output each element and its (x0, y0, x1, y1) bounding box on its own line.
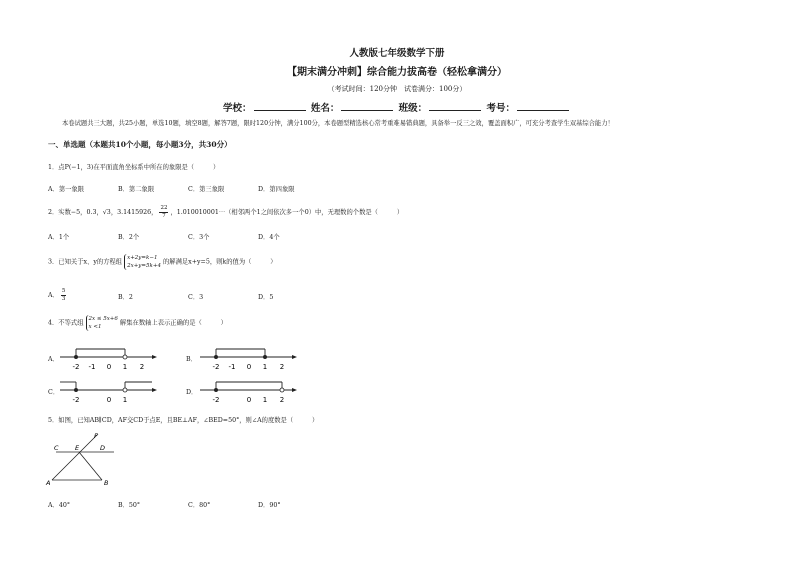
q2-option-b: B．2个 (118, 234, 140, 241)
tick-label: 2 (279, 363, 285, 371)
q4-number-line-c (58, 378, 158, 406)
tick-label: 0 (246, 363, 252, 371)
q4-option-b: B． (186, 356, 197, 363)
q2-text-end: ，1.010010001⋯（相邻两个1之间依次多一个0）中，无理数的个数是（ ） (170, 209, 404, 216)
tick-label: -1 (88, 363, 96, 371)
tick-label: 1 (122, 396, 128, 404)
q5-option-b: B．50° (118, 502, 141, 509)
q2-text-start: 2．实数−5，0.3， (48, 209, 103, 216)
q2-option-a: A．1个 (48, 234, 70, 241)
question-3 (48, 254, 277, 270)
tick-label: -2 (212, 363, 220, 371)
tick-label: -2 (72, 363, 80, 371)
class-blank (429, 101, 481, 111)
name-blank (341, 101, 393, 111)
point-label: C (54, 444, 59, 452)
q5-option-d: D．90° (258, 502, 281, 509)
paper-subtitle: 【期末满分冲刺】综合能力拔高卷（轻松拿满分） (287, 67, 507, 78)
q1-option-a: A．第一象限 (48, 186, 85, 193)
q3-option-c: C．3 (188, 294, 204, 301)
q3-option-d: D．5 (258, 294, 274, 301)
q3-text-start: 3．已知关于x、y的方程组 (48, 258, 123, 266)
point-label: F (94, 432, 98, 440)
student-info-fields (0, 100, 794, 114)
q1-option-d: D．第四象限 (258, 186, 295, 193)
q3-text-end: 的解满足x+y=5，则k的值为（ ） (162, 258, 277, 266)
tick-label: 2 (279, 396, 285, 404)
tick-label: 2 (139, 363, 145, 371)
q4-text-start: 4．不等式组 (48, 319, 84, 327)
point-label: A (46, 479, 51, 487)
q2-fraction: $\frac{22}{7}$ (160, 205, 168, 219)
tick-label: 1 (262, 363, 268, 371)
q4-number-line-b (198, 345, 298, 373)
q1-option-b: B．第二象限 (118, 186, 155, 193)
q3-option-a-fraction: $\frac{5}{3}$ (61, 288, 66, 302)
question-4 (48, 315, 227, 331)
q4-text-end: 解集在数轴上表示正确的是（ ） (119, 319, 227, 327)
q3-equation-system: x+2y=k−1 2x+y=5k+4 (124, 254, 161, 270)
point-label: D (100, 444, 106, 452)
tick-label: 1 (262, 396, 268, 404)
paper-title: 人教版七年级数学下册 (349, 48, 445, 59)
q3-option-a: A． $\frac{5}{3}$ (48, 288, 66, 302)
q4-number-line-d (198, 378, 298, 406)
school-blank (254, 101, 306, 111)
q4-option-a: A． (48, 356, 59, 363)
tick-label: 0 (106, 396, 112, 404)
section-heading: 一、单选题（本题共10个小题，每小题3分，共30分） (48, 140, 232, 149)
q3-option-b: B．2 (118, 294, 133, 301)
id-blank (517, 101, 569, 111)
tick-label: -2 (72, 396, 80, 404)
class-label: 班级： (398, 103, 428, 114)
q2-option-d: D．4个 (258, 234, 280, 241)
tick-label: 0 (246, 396, 252, 404)
tick-label: -2 (212, 396, 220, 404)
q1-option-c: C．第三象限 (188, 186, 225, 193)
name-label: 姓名： (310, 103, 340, 114)
q2-option-c: C．3个 (188, 234, 210, 241)
point-label: B (104, 479, 109, 487)
instructions-note: 本卷试题共三大题，共25小题，单选10题，填空8题，解答7题，限时120分钟，满分100分，本卷题型精选核心常考重难易错典题，具备举一反三之效，覆盖面积广，可充分考查学生双基综合能力！ (62, 120, 614, 127)
exam-meta: （考试时间：120分钟 试卷满分：100分） (327, 85, 467, 93)
tick-label: 0 (106, 363, 112, 371)
question-1: 1．点P(−1，3)在平面直角坐标系中所在的象限是（ ） (48, 164, 220, 171)
tick-label: -1 (228, 363, 236, 371)
q5-geometry-figure (42, 428, 122, 488)
tick-label: 1 (122, 363, 128, 371)
question-2 (48, 205, 403, 220)
q4-option-d: D． (186, 389, 198, 396)
q2-sqrt: √3，3.1415926， (102, 209, 158, 216)
q4-option-c: C． (48, 389, 60, 396)
point-label: E (75, 444, 80, 452)
id-label: 考号： (486, 103, 515, 114)
q5-option-a: A．40° (48, 502, 71, 509)
q5-option-c: C．80° (188, 502, 211, 509)
q4-number-line-a (58, 345, 158, 373)
question-5: 5．如图，已知AB∥CD，AF交CD于点E，且BE⊥AF，∠BED=50°，则∠A的度数是（ ） (48, 417, 319, 424)
q4-inequality-system: 2x ≤ 5x+6 x <1 (86, 315, 118, 331)
school-label: 学校： (223, 103, 252, 114)
